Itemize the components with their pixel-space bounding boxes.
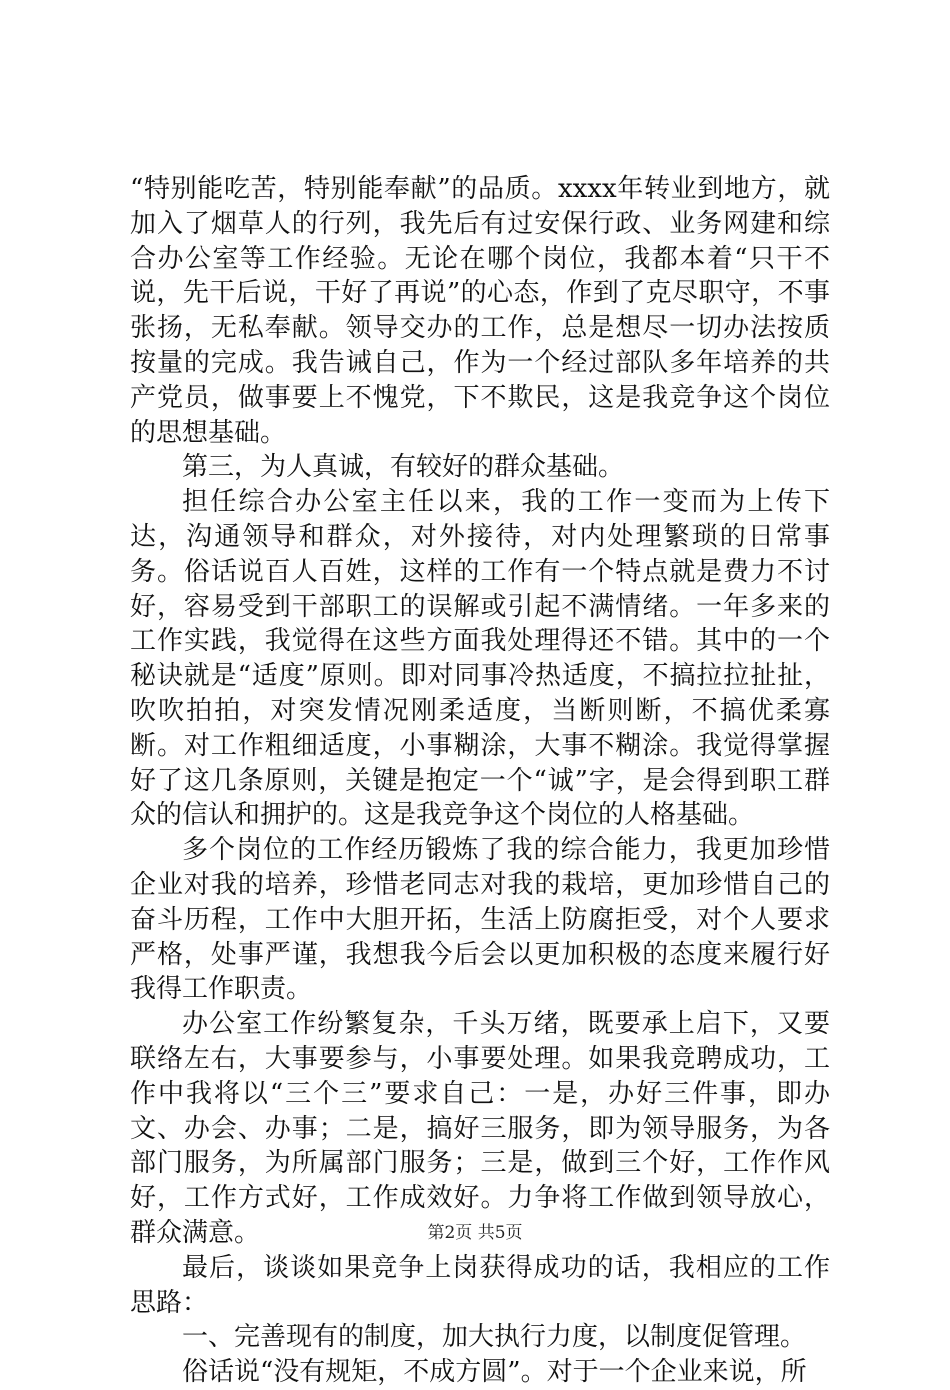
paragraph: 担任综合办公室主任以来，我的工作一变而为上传下达，沟通领导和群众，对外接待，对内处理繁琐的日常事务。俗话说百人百姓，这样的工作有一个特点就是费力不讨好，容易受到干部职工的误解或引起不满情绪。一年多来的工作实践，我觉得在这些方面我处理得还不错。其中的一个秘诀就是“适度”原则。即对同事冷热适度，不搞拉拉扯扯，吹吹拍拍，对突发情况刚柔适度，当断则断，不搞优柔寡断。对工作粗细适度，小事糊涂，大事不糊涂。我觉得掌握好了这几条原则，关键是抱定一个“诚”字，是会得到职工群众的信认和拥护的。这是我竞争这个岗位的人格基础。 — [130, 487, 830, 831]
paragraph: 办公室工作纷繁复杂，千头万绪，既要承上启下，又要联络左右，大事要参与，小事要处理。如果我竞聘成功，工作中我将以“三个三”要求自己：一是，办好三件事，即办文、办会、办事；二是，搞好三服务，即为领导服务，为各部门服务，为所属部门服务；三是，做到三个好，工作作风好，工作方式好，工作成效好。力争将工作做到领导放心，群众满意。 — [130, 1009, 830, 1248]
document-body — [130, 172, 830, 1390]
page-number-footer: 第2页 共5页 — [427, 1223, 523, 1243]
paragraph-continued: “特别能吃苦，特别能奉献”的品质。xxxx年转业到地方，就加入了烟草人的行列，我先后有过安保行政、业务网建和综合办公室等工作经验。无论在哪个岗位，我都本着“只干不说，先干后说，干好了再说”的心态，作到了克尽职守，不事张扬，无私奉献。领导交办的工作，总是想尽一切办法按质按量的完成。我告诫自己，作为一个经过部队多年培养的共产党员，做事要上不愧党，下不欺民，这是我竞争这个岗位的思想基础。 — [130, 174, 830, 448]
paragraph: 多个岗位的工作经历锻炼了我的综合能力，我更加珍惜企业对我的培养，珍惜老同志对我的栽培，更加珍惜自己的奋斗历程，工作中大胆开拓，生活上防腐拒受，对个人要求严格，处事严谨，我想我今后会以更加积极的态度来履行好我得工作职责。 — [130, 835, 830, 1005]
paragraph-heading-third: 第三，为人真诚，有较好的群众基础。 — [182, 452, 625, 483]
paragraph: 俗话说“没有规矩，不成方圆”。对于一个企业来说，所 — [182, 1357, 807, 1388]
paragraph-heading-one: 一、完善现有的制度，加大执行力度，以制度促管理。 — [182, 1322, 807, 1353]
paragraph: 最后，谈谈如果竞争上岗获得成功的话，我相应的工作思路： — [130, 1252, 830, 1318]
